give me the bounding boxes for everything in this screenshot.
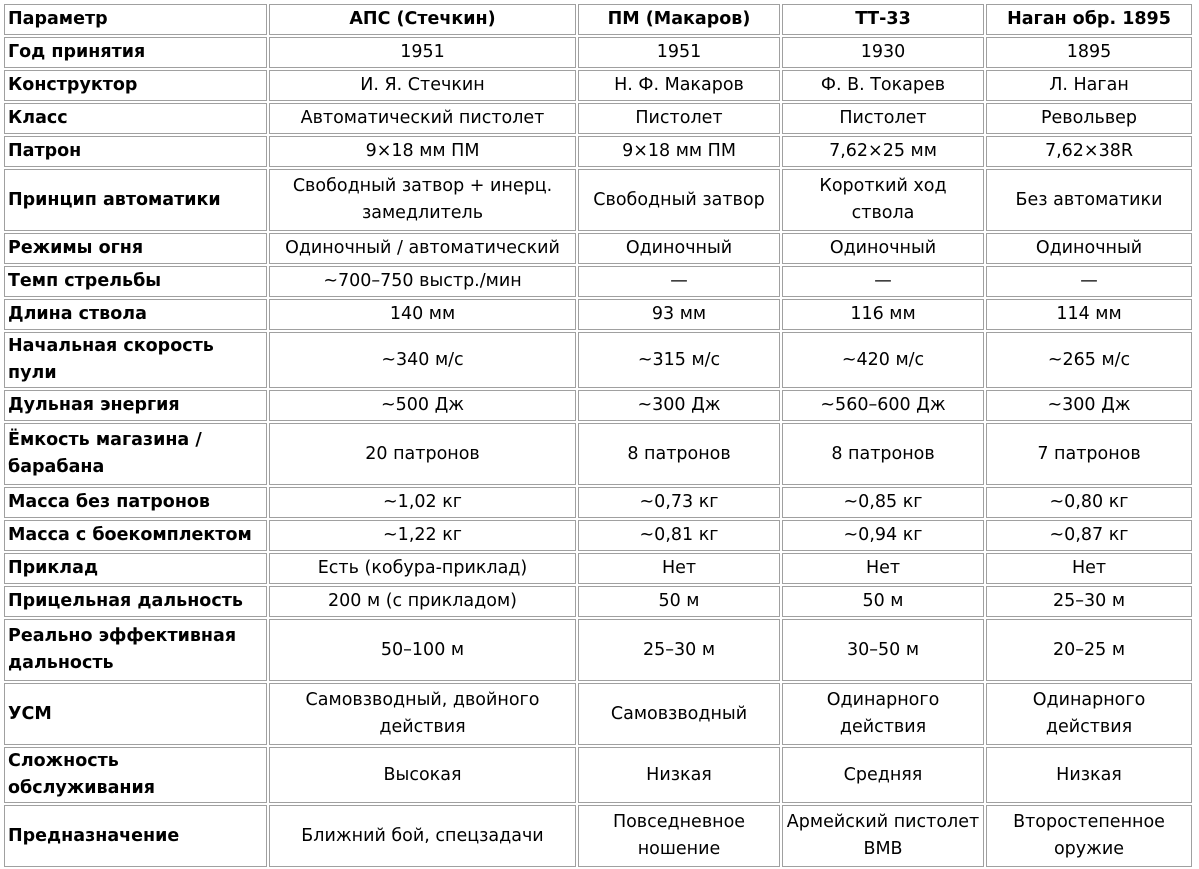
cell-pm: 1951 (578, 37, 780, 68)
cell-pm: 25–30 м (578, 619, 780, 681)
cell-pm: ~315 м/с (578, 332, 780, 388)
cell-pm: 8 патронов (578, 423, 780, 485)
cell-nagant: Без автоматики (986, 169, 1192, 231)
cell-tt33: Средняя (782, 747, 984, 803)
cell-pm: 9×18 мм ПМ (578, 136, 780, 167)
cell-tt33: Армейский пистолет ВМВ (782, 805, 984, 867)
cell-tt33: Нет (782, 553, 984, 584)
row-label: Класс (4, 103, 267, 134)
header-row (4, 4, 1192, 35)
cell-nagant: 114 мм (986, 299, 1192, 330)
table-row (4, 332, 1192, 388)
cell-aps: 9×18 мм ПМ (269, 136, 576, 167)
cell-nagant: Л. Наган (986, 70, 1192, 101)
table-row (4, 423, 1192, 485)
row-label: Принцип автоматики (4, 169, 267, 231)
row-label: Приклад (4, 553, 267, 584)
row-label: УСМ (4, 683, 267, 745)
cell-tt33: ~0,94 кг (782, 520, 984, 551)
table-row (4, 390, 1192, 421)
cell-tt33: Одинарного действия (782, 683, 984, 745)
cell-nagant: Револьвер (986, 103, 1192, 134)
row-label: Конструктор (4, 70, 267, 101)
cell-aps: ~500 Дж (269, 390, 576, 421)
cell-aps: Автоматический пистолет (269, 103, 576, 134)
cell-aps: ~1,02 кг (269, 487, 576, 518)
cell-tt33: 1930 (782, 37, 984, 68)
table-row (4, 487, 1192, 518)
cell-tt33: 8 патронов (782, 423, 984, 485)
cell-tt33: Ф. В. Токарев (782, 70, 984, 101)
cell-pm: 93 мм (578, 299, 780, 330)
cell-nagant: 20–25 м (986, 619, 1192, 681)
cell-tt33: 116 мм (782, 299, 984, 330)
table-row (4, 520, 1192, 551)
table-row (4, 103, 1192, 134)
header-param: Параметр (4, 4, 267, 35)
cell-aps: 20 патронов (269, 423, 576, 485)
table-row (4, 553, 1192, 584)
table-row (4, 805, 1192, 867)
cell-aps: ~340 м/с (269, 332, 576, 388)
row-label: Масса с боекомплектом (4, 520, 267, 551)
table-row (4, 37, 1192, 68)
cell-aps: ~700–750 выстр./мин (269, 266, 576, 297)
cell-pm: Пистолет (578, 103, 780, 134)
cell-pm: Одиночный (578, 233, 780, 264)
table-row (4, 136, 1192, 167)
row-label: Прицельная дальность (4, 586, 267, 617)
table-row (4, 169, 1192, 231)
row-label: Дульная энергия (4, 390, 267, 421)
cell-nagant: ~0,87 кг (986, 520, 1192, 551)
cell-aps: Высокая (269, 747, 576, 803)
table-row (4, 70, 1192, 101)
cell-tt33: — (782, 266, 984, 297)
cell-pm: Нет (578, 553, 780, 584)
cell-pm: Свободный затвор (578, 169, 780, 231)
row-label: Режимы огня (4, 233, 267, 264)
table-row (4, 233, 1192, 264)
cell-nagant: ~265 м/с (986, 332, 1192, 388)
row-label: Темп стрельбы (4, 266, 267, 297)
row-label: Длина ствола (4, 299, 267, 330)
table-row (4, 266, 1192, 297)
row-label: Сложность обслуживания (4, 747, 267, 803)
cell-nagant: Низкая (986, 747, 1192, 803)
cell-pm: ~300 Дж (578, 390, 780, 421)
cell-aps: Самовзводный, двойного действия (269, 683, 576, 745)
cell-tt33: Короткий ход ствола (782, 169, 984, 231)
cell-nagant: — (986, 266, 1192, 297)
row-label: Предназначение (4, 805, 267, 867)
table-row (4, 619, 1192, 681)
cell-nagant: 7,62×38R (986, 136, 1192, 167)
cell-pm: ~0,81 кг (578, 520, 780, 551)
cell-nagant: Одинарного действия (986, 683, 1192, 745)
cell-pm: ~0,73 кг (578, 487, 780, 518)
row-label: Начальная скорость пули (4, 332, 267, 388)
header-aps: АПС (Стечкин) (269, 4, 576, 35)
cell-tt33: ~0,85 кг (782, 487, 984, 518)
cell-pm: — (578, 266, 780, 297)
cell-aps: Ближний бой, спецзадачи (269, 805, 576, 867)
header-nagant: Наган обр. 1895 (986, 4, 1192, 35)
cell-pm: Н. Ф. Макаров (578, 70, 780, 101)
cell-nagant: 1895 (986, 37, 1192, 68)
cell-nagant: Одиночный (986, 233, 1192, 264)
cell-aps: Свободный затвор + инерц. замедлитель (269, 169, 576, 231)
header-tt33: ТТ-33 (782, 4, 984, 35)
cell-pm: Самовзводный (578, 683, 780, 745)
cell-aps: 1951 (269, 37, 576, 68)
table-row (4, 747, 1192, 803)
cell-nagant: Второстепенное оружие (986, 805, 1192, 867)
row-label: Масса без патронов (4, 487, 267, 518)
cell-nagant: ~0,80 кг (986, 487, 1192, 518)
cell-tt33: 7,62×25 мм (782, 136, 984, 167)
cell-nagant: Нет (986, 553, 1192, 584)
cell-pm: Низкая (578, 747, 780, 803)
cell-aps: 140 мм (269, 299, 576, 330)
row-label: Ёмкость магазина / барабана (4, 423, 267, 485)
cell-aps: И. Я. Стечкин (269, 70, 576, 101)
row-label: Патрон (4, 136, 267, 167)
table-row (4, 586, 1192, 617)
cell-pm: 50 м (578, 586, 780, 617)
cell-aps: 200 м (с прикладом) (269, 586, 576, 617)
cell-nagant: 7 патронов (986, 423, 1192, 485)
cell-tt33: 30–50 м (782, 619, 984, 681)
cell-tt33: Одиночный (782, 233, 984, 264)
pistol-comparison-table (2, 2, 1194, 869)
cell-aps: Есть (кобура-приклад) (269, 553, 576, 584)
table-row (4, 299, 1192, 330)
cell-aps: ~1,22 кг (269, 520, 576, 551)
cell-nagant: 25–30 м (986, 586, 1192, 617)
cell-tt33: Пистолет (782, 103, 984, 134)
cell-tt33: ~560–600 Дж (782, 390, 984, 421)
row-label: Год принятия (4, 37, 267, 68)
cell-aps: 50–100 м (269, 619, 576, 681)
cell-aps: Одиночный / автоматический (269, 233, 576, 264)
row-label: Реально эффективная дальность (4, 619, 267, 681)
table-row (4, 683, 1192, 745)
cell-tt33: 50 м (782, 586, 984, 617)
header-pm: ПМ (Макаров) (578, 4, 780, 35)
cell-tt33: ~420 м/с (782, 332, 984, 388)
cell-nagant: ~300 Дж (986, 390, 1192, 421)
cell-pm: Повседневное ношение (578, 805, 780, 867)
